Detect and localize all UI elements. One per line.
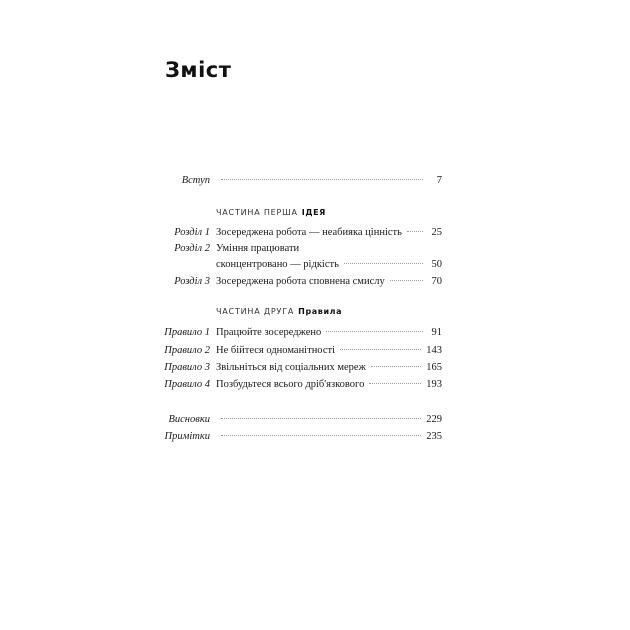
part-name: ІДЕЯ <box>301 208 326 217</box>
dot-leader <box>326 331 423 332</box>
toc-page-number: 25 <box>431 227 442 238</box>
toc-entry-line <box>216 428 442 446</box>
dot-leader <box>221 435 421 436</box>
toc-entry-title-line-2: сконцентровано — рідкість <box>216 259 339 270</box>
part-heading-two <box>216 304 342 320</box>
toc-entry-title: Не бійтеся одноманітності <box>216 345 335 356</box>
toc-page-number: 143 <box>426 345 442 356</box>
toc-entry-line <box>216 359 442 377</box>
dot-leader <box>221 179 423 180</box>
toc-entry-line <box>216 273 442 291</box>
toc-entry-label: Примітки <box>164 431 210 442</box>
toc-page-number: 193 <box>426 379 442 390</box>
page-title: Зміст <box>165 58 232 82</box>
toc-entry-title: Позбудьтеся всього дріб'язкового <box>216 379 365 390</box>
toc-entry-rule-4[interactable] <box>0 376 630 394</box>
toc-page-number: 70 <box>431 276 442 287</box>
toc-entry-label: Висновки <box>168 414 210 425</box>
toc-entry-title-line-1: Уміння працювати <box>216 243 300 254</box>
part-prefix: ЧАСТИНА ПЕРША <box>216 208 298 217</box>
part-prefix: ЧАСТИНА ДРУГА <box>216 307 295 316</box>
toc-entry-line <box>216 256 442 274</box>
dot-leader <box>390 280 423 281</box>
toc-page-number: 165 <box>426 362 442 373</box>
toc-entry-label: Розділ 3 <box>174 276 210 287</box>
part-heading-one <box>216 205 326 221</box>
toc-page-number: 50 <box>431 259 442 270</box>
toc-entry-line <box>216 324 442 342</box>
toc-entry-title: Зосереджена робота — неабияка цінність <box>216 227 402 238</box>
dot-leader <box>340 349 421 350</box>
toc-entry-label: Розділ 2 <box>174 243 210 254</box>
toc-entry-chapter-3[interactable] <box>0 273 630 291</box>
toc-page-number: 91 <box>431 327 442 338</box>
toc-entry-rule-3[interactable] <box>0 359 630 377</box>
toc-page-number: 229 <box>426 414 442 425</box>
toc-entry-label: Правило 2 <box>164 345 210 356</box>
dot-leader <box>407 231 423 232</box>
toc-entry-title: Звільніться від соціальних мереж <box>216 362 366 373</box>
toc-entry-rule-1[interactable] <box>0 324 630 342</box>
toc-page-number: 7 <box>436 175 442 186</box>
toc-entry-label: Вступ <box>181 175 210 186</box>
toc-entry-conclusions[interactable] <box>0 411 630 429</box>
toc-page-number: 235 <box>426 431 442 442</box>
toc-entry-line <box>216 411 442 429</box>
toc-entry-title: Зосереджена робота сповнена смислу <box>216 276 385 287</box>
toc-entry-line <box>216 376 442 394</box>
toc-entry-line <box>216 342 442 360</box>
dot-leader <box>371 366 421 367</box>
toc-entry-label: Правило 3 <box>164 362 210 373</box>
dot-leader <box>221 418 421 419</box>
toc-entry-title: Працюйте зосереджено <box>216 327 322 338</box>
toc-entry-notes[interactable] <box>0 428 630 446</box>
dot-leader <box>369 383 421 384</box>
toc-entry-rule-2[interactable] <box>0 342 630 360</box>
toc-entry-label: Розділ 1 <box>174 227 210 238</box>
toc-entry-line <box>216 172 442 190</box>
dot-leader <box>344 263 423 264</box>
toc-entry-intro[interactable] <box>0 172 630 190</box>
part-name: Правила <box>298 307 343 316</box>
toc-entry-label: Правило 1 <box>164 327 210 338</box>
toc-entry-label: Правило 4 <box>164 379 210 390</box>
toc-entry-chapter-2-cont[interactable] <box>0 256 630 274</box>
